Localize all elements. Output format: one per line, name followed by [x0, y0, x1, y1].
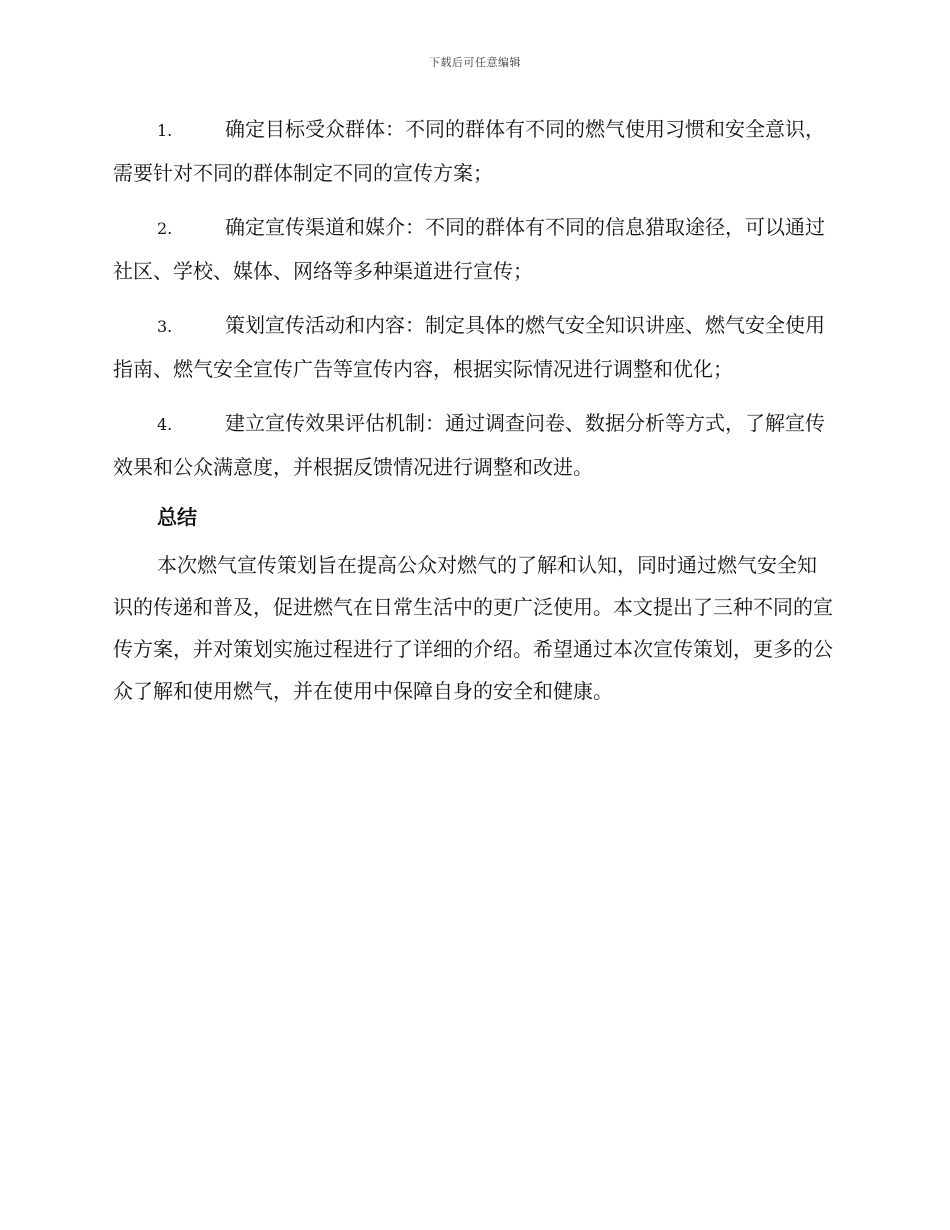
- list-item-number: 4.: [157, 415, 173, 434]
- list-item-number: 3.: [157, 317, 173, 336]
- list-item-text: 确定目标受众群体：不同的群体有不同的燃气使用习惯和安全意识，需要针对不同的群体制定不同的宣传方案；: [113, 117, 825, 185]
- list-item: [113, 108, 835, 194]
- list-item-text: 策划宣传活动和内容：制定具体的燃气安全知识讲座、燃气安全使用指南、燃气安全宣传广告等宣传内容，根据实际情况进行调整和优化；: [113, 313, 825, 381]
- list-item: [113, 304, 835, 390]
- summary-heading: 总结: [157, 505, 197, 529]
- header-note: 下载后可任意编辑: [429, 56, 521, 69]
- list-item: [113, 402, 835, 488]
- list-item: [113, 206, 835, 292]
- list-item-number: 2.: [157, 219, 173, 238]
- document-body: [113, 108, 835, 712]
- list-item-text: 确定宣传渠道和媒介：不同的群体有不同的信息猎取途径，可以通过社区、学校、媒体、网络等多种渠道进行宣传；: [113, 215, 825, 283]
- summary-paragraph: 本次燃气宣传策划旨在提高公众对燃气的了解和认知，同时通过燃气安全知识的传递和普及，促进燃气在日常生活中的更广泛使用。本文提出了三种不同的宣传方案，并对策划实施过程进行了详细的介绍。希望通过本次宣传策划，更多的公众了解和使用燃气，并在使用中保障自身的安全和健康。: [113, 553, 833, 703]
- list-item-number: 1.: [157, 121, 173, 140]
- list-item-text: 建立宣传效果评估机制：通过调查问卷、数据分析等方式，了解宣传效果和公众满意度，并根据反馈情况进行调整和改进。: [113, 411, 825, 479]
